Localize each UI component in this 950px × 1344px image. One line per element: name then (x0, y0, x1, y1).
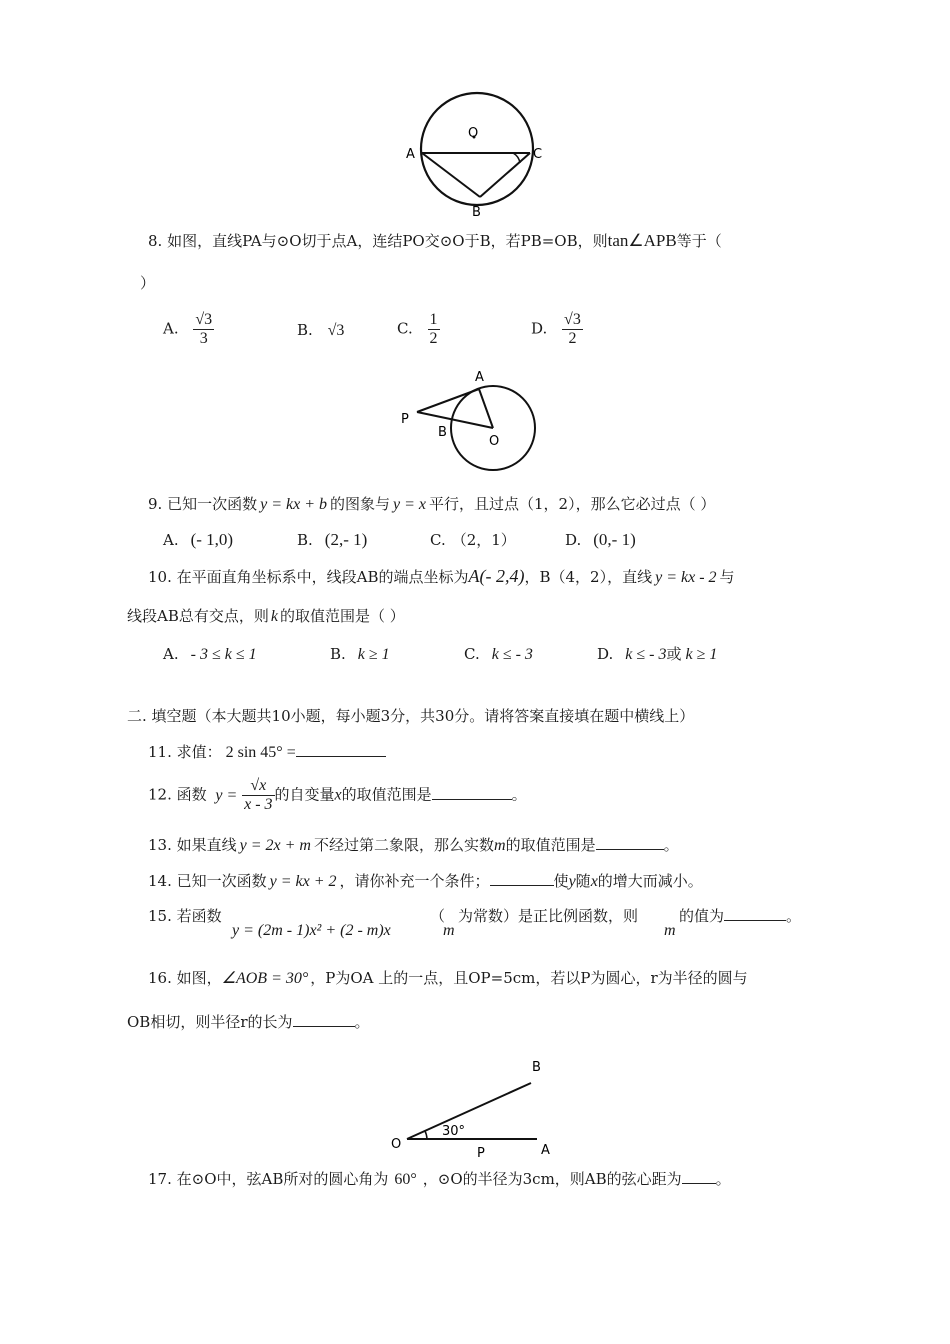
label-o: O (489, 434, 500, 449)
tangent-pa (417, 389, 479, 412)
q16-line1: 16. 如图，∠AOB = 30° ，P为OA 上的一点，且OP=5cm，若以P为圆心，r为半径的圆与 (148, 969, 748, 987)
circle-triangle-figure (400, 85, 550, 225)
q11: 11. 求值： 2 sin 45° = (148, 742, 386, 763)
label-a: A (406, 147, 415, 162)
q11-answer-blank[interactable] (296, 742, 386, 757)
angle-figure (385, 1055, 565, 1160)
q15-answer-blank[interactable] (724, 906, 786, 921)
q14: 14. 已知一次函数 y = kx + 2 ，请你补充一个条件； 使y随x的增大而减小。 (148, 872, 703, 890)
angle-label: 30° (442, 1124, 466, 1139)
q17-answer-blank[interactable] (682, 1169, 716, 1184)
label-b: B (438, 425, 447, 440)
q15: 15. 若函数 (148, 907, 222, 925)
q10-option-a: A. - 3 ≤ k ≤ 1 (163, 645, 257, 663)
angle-c-arc (513, 153, 520, 163)
label-a: A (475, 370, 484, 385)
circle-o (421, 93, 533, 205)
q15-equation: y = (2m - 1)x² + (2 - m)x (232, 922, 391, 939)
segment-po (417, 412, 493, 428)
q15-rest: （ (430, 907, 446, 925)
chord-ab (422, 153, 480, 197)
label-b: B (472, 205, 481, 220)
q10-line1: 10. 在平面直角坐标系中，线段AB的端点坐标为A(- 2,4)，B（4，2），直线 y = kx - 2 与 (148, 566, 735, 586)
label-a: A (541, 1143, 550, 1158)
q13: 13. 如果直线 y = 2x + m 不经过第二象限，那么实数m的取值范围是 。 (148, 836, 679, 854)
q10-option-c: C. k ≤ - 3 (464, 645, 533, 663)
q8-line1: 8. 如图，直线PA与⊙O切于点A，连结PO交⊙O于B，若PB=OB，则tan∠APB等于（ (148, 231, 722, 250)
q15-rest2: 为常数）是正比例函数，则 (458, 907, 639, 925)
q15-m1: m (443, 922, 455, 939)
label-p: P (477, 1146, 485, 1160)
q13-answer-blank[interactable] (596, 835, 664, 850)
label-o: O (391, 1137, 402, 1152)
q9-option-b: B. (2,- 1) (297, 530, 368, 549)
angle-arc (425, 1131, 427, 1139)
q16-answer-blank[interactable] (293, 1012, 355, 1027)
q14-answer-blank[interactable] (490, 871, 554, 886)
q8-option-c: C. $\frac{1}{2}$ (397, 311, 438, 347)
q8-option-d: D. $\frac{√3}{2}$ (531, 311, 581, 347)
q17: 17. 在⊙O中，弦AB所对的圆心角为 60° ，⊙O的半径为3cm，则AB的弦心距为 。 (148, 1170, 731, 1188)
section-heading: 二. 填空题（本大题共10小题，每小题3分，共30分。请将答案直接填在题中横线上） (127, 707, 695, 725)
radius-oa (479, 389, 493, 428)
label-b: B (532, 1060, 541, 1075)
q9-option-c: C. （2，1） (430, 531, 516, 549)
q9-option-d: D. (0,- 1) (565, 530, 636, 549)
q8-option-a: A. $\frac{√3}{3}$ (163, 311, 213, 347)
chord-bc (480, 153, 530, 197)
q8-option-b: B. √3 (297, 321, 345, 339)
q10-line2: 线段AB总有交点，则 k 的取值范围是（ ） (127, 607, 405, 625)
q9-stem: 9. 已知一次函数 y = kx + b 的图象与 y = x 平行，且过点（1，2），那么它必过点（ ） (148, 495, 716, 513)
q9-option-a: A. (- 1,0) (163, 530, 234, 549)
label-c: C (533, 147, 543, 162)
ray-ob (407, 1083, 531, 1139)
q8-line2: ） (140, 274, 156, 292)
label-o: O (468, 126, 479, 141)
q15-rest3: 的值为 。 (679, 907, 802, 925)
q10-option-d: D. k ≤ - 3或 k ≥ 1 (597, 645, 718, 663)
q16-line2: OB相切，则半径r的长为 。 (127, 1013, 370, 1031)
label-p: P (401, 412, 409, 427)
q15-m2: m (664, 922, 676, 939)
q10-option-b: B. k ≥ 1 (330, 645, 390, 663)
q12: 12. 函数 y = $\frac{√x}{x - 3}$ 的自变量x的取值范围是 。 (148, 777, 527, 813)
q12-answer-blank[interactable] (432, 785, 512, 800)
tangent-figure (395, 365, 545, 477)
